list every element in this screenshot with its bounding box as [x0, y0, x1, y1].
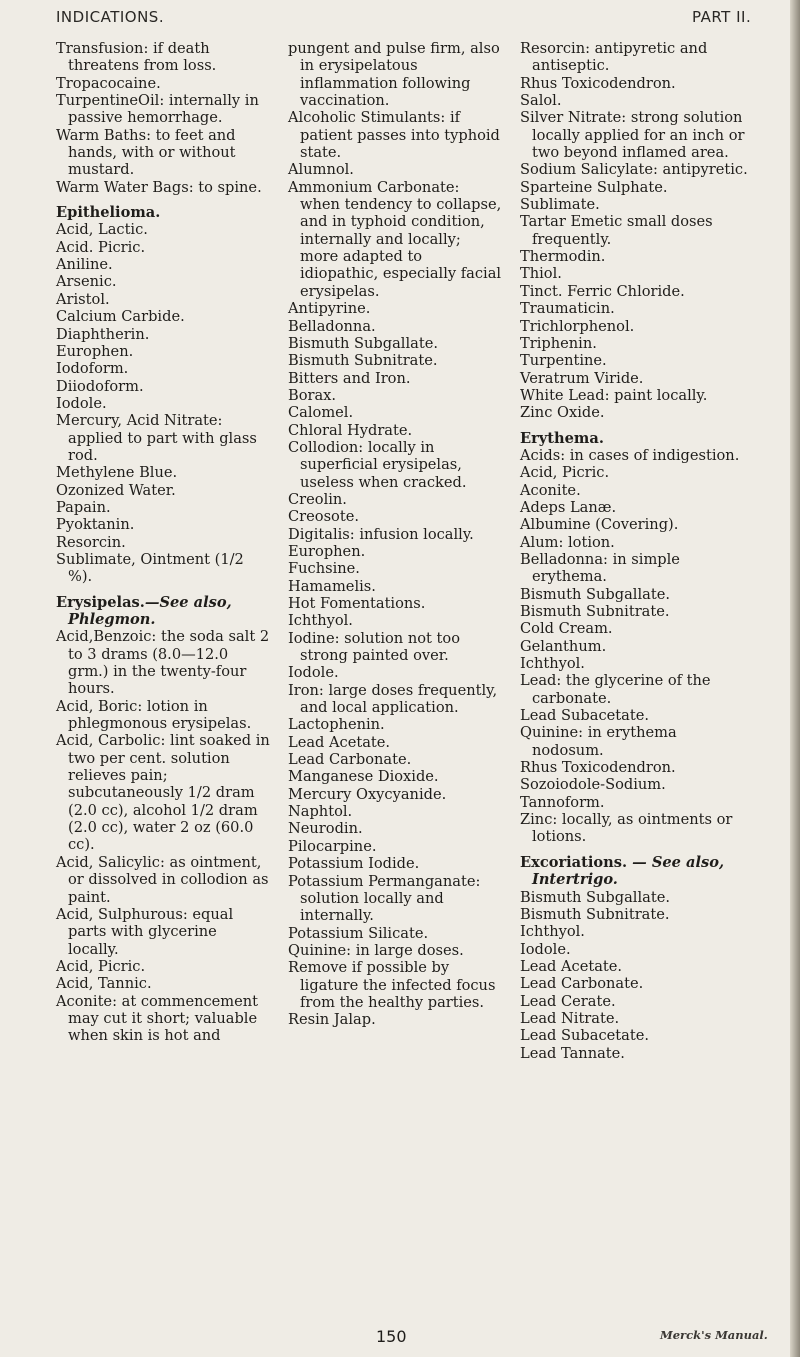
- remedy-entry: Manganese Dioxide.: [288, 768, 439, 786]
- remedy-entry: White Lead: paint locally.: [520, 386, 708, 404]
- remedy-entry: Ichthyol.: [520, 923, 585, 941]
- remedy-entry: Lead: the glycerine of the carbonate.: [520, 672, 711, 707]
- remedy-entry: Tartar Emetic small doses frequently.: [520, 213, 713, 248]
- running-header-left: INDICATIONS.: [56, 8, 165, 26]
- remedy-entry: Ammonium Carbonate: when tendency to collapse, and in typhoid condition, internally and locally; more adapted to idiopathic, especially facial erysipelas.: [288, 178, 502, 300]
- remedy-entry: Acid, Carbolic: lint soaked in two per cent. solution relieves pain; subcutaneously 1/2 dram (2.0 cc), alcohol 1/2 dram (2.0 cc), water 2 oz (60.0 cc).: [56, 732, 270, 854]
- remedy-entry: Bismuth Subgallate.: [288, 334, 438, 352]
- remedy-entry: Bismuth Subnitrate.: [520, 603, 670, 620]
- remedy-entry: Calcium Carbide.: [56, 308, 185, 326]
- remedy-entry: Lead Cerate.: [520, 992, 616, 1010]
- remedy-entry: Alumnol.: [288, 161, 354, 179]
- remedy-entry: Sodium Salicylate: antipyretic.: [520, 161, 748, 179]
- remedy-entry: Cold Cream.: [520, 620, 613, 638]
- text-column-2: [288, 40, 502, 1029]
- remedy-entry: Zinc: locally, as ointments or lotions.: [520, 811, 733, 846]
- remedy-entry: pungent and pulse firm, also in erysipelatous inflammation following vaccination.: [288, 40, 500, 110]
- remedy-entry: Pyoktanin.: [56, 516, 135, 534]
- remedy-entry: Rhus Toxicodendron.: [520, 759, 676, 777]
- remedy-entry: Mercury Oxycyanide.: [288, 785, 447, 803]
- remedy-entry: Acids: in cases of indigestion.: [520, 446, 740, 464]
- remedy-entry: Lead Carbonate.: [520, 975, 644, 993]
- heading-title: Erythema.: [520, 429, 604, 447]
- remedy-entry: Ozonized Water.: [56, 481, 176, 499]
- manual-imprint: Merck's Manual.: [660, 1328, 768, 1342]
- text-column-3: [520, 40, 752, 1062]
- remedy-entry: Transfusion: if death threatens from loss.: [56, 40, 217, 75]
- remedy-entry: Diaphtherin.: [56, 325, 150, 343]
- text-column-1: [56, 40, 270, 1045]
- remedy-entry: Fuchsine.: [288, 560, 360, 578]
- remedy-entry: Resorcin.: [56, 533, 126, 551]
- remedy-entry: Lead Tannate.: [520, 1044, 625, 1062]
- remedy-entry: Arsenic.: [56, 273, 117, 291]
- remedy-entry: Bismuth Subgallate.: [520, 888, 670, 906]
- page-edge-shadow: [790, 0, 800, 1357]
- remedy-entry: Acid, Tannic.: [56, 975, 152, 993]
- remedy-entry: Bismuth Subgallate.: [520, 585, 670, 603]
- remedy-entry: Aniline.: [56, 256, 113, 274]
- remedy-entry: Acid, Picric.: [56, 957, 146, 975]
- remedy-entry: Traumaticin.: [520, 300, 615, 318]
- remedy-entry: Chloral Hydrate.: [288, 421, 413, 439]
- remedy-entry: Hot Fomentations.: [288, 595, 426, 612]
- remedy-entry: Alum: lotion.: [520, 533, 615, 551]
- remedy-entry: Quinine: in large doses.: [288, 941, 464, 959]
- remedy-entry: Albumine (Covering).: [520, 516, 679, 534]
- remedy-entry: Rhus Toxicodendron.: [520, 74, 676, 92]
- remedy-entry: Potassium Silicate.: [288, 924, 429, 942]
- remedy-entry: Acid, Sulphurous: equal parts with glycerine locally.: [56, 905, 234, 958]
- remedy-entry: Europhen.: [56, 342, 134, 360]
- section-heading: [520, 854, 752, 889]
- remedy-entry: Sublimate, Ointment (1/2 %).: [56, 550, 244, 586]
- remedy-entry: Sozoiodole-Sodium.: [520, 776, 666, 794]
- remedy-entry: Potassium Permanganate: solution locally and internally.: [288, 872, 481, 925]
- remedy-entry: Alcoholic Stimulants: if patient passes into typhoid state.: [288, 109, 500, 162]
- remedy-entry: Veratrum Viride.: [520, 369, 644, 387]
- remedy-entry: Acid,Benzoic: the soda salt 2 to 3 drams (8.0—12.0 grm.) in the twenty-four hours.: [56, 628, 270, 698]
- remedy-entry: Lead Acetate.: [288, 733, 391, 751]
- remedy-entry: Trichlorphenol.: [520, 317, 635, 335]
- heading-title: Epithelioma.: [56, 204, 161, 222]
- page-number: 150: [376, 1327, 407, 1346]
- remedy-entry: Aristol.: [56, 290, 110, 308]
- remedy-entry: Creosote.: [288, 508, 359, 526]
- remedy-entry: Iodole.: [288, 664, 339, 682]
- remedy-entry: Digitalis: infusion locally.: [288, 525, 474, 543]
- remedy-entry: Tinct. Ferric Chloride.: [520, 282, 685, 300]
- see-also-reference: —See also, Phlegmon.: [68, 593, 232, 628]
- remedy-entry: Borax.: [288, 386, 337, 404]
- heading-title: Erysipelas.: [56, 593, 145, 611]
- remedy-entry: Potassium Iodide.: [288, 855, 420, 873]
- remedy-entry: Bismuth Subnitrate.: [520, 905, 670, 923]
- remedy-entry: Iodoform.: [56, 360, 129, 378]
- heading-title: Excoriations.: [520, 853, 628, 871]
- remedy-entry: Triphenin.: [520, 334, 597, 352]
- remedy-entry: Ichthyol.: [520, 655, 585, 673]
- remedy-entry: Calomel.: [288, 404, 354, 422]
- remedy-entry: Neurodin.: [288, 820, 363, 838]
- remedy-entry: Sparteine Sulphate.: [520, 178, 668, 196]
- remedy-entry: Lead Subacetate.: [520, 1027, 649, 1045]
- remedy-entry: Warm Baths: to feet and hands, with or without mustard.: [56, 126, 236, 179]
- remedy-entry: Thermodin.: [520, 248, 606, 266]
- remedy-entry: Europhen.: [288, 542, 366, 560]
- remedy-entry: Tannoform.: [520, 793, 605, 811]
- remedy-entry: Acid, Lactic.: [56, 221, 148, 239]
- section-heading: [56, 594, 270, 629]
- remedy-entry: Lactophenin.: [288, 716, 385, 734]
- remedy-entry: Thiol.: [520, 265, 562, 283]
- remedy-entry: Warm Water Bags: to spine.: [56, 178, 262, 196]
- remedy-entry: Methylene Blue.: [56, 464, 178, 482]
- remedy-entry: Iodole.: [56, 394, 107, 412]
- remedy-entry: Acid. Picric.: [56, 238, 146, 256]
- remedy-entry: Hamamelis.: [288, 577, 376, 595]
- remedy-entry: Papain.: [56, 498, 111, 516]
- remedy-entry: Resin Jalap.: [288, 1011, 376, 1029]
- section-heading: [56, 204, 270, 221]
- remedy-entry: Antipyrine.: [288, 300, 371, 318]
- remedy-entry: Mercury, Acid Nitrate: applied to part with glass rod.: [56, 412, 257, 464]
- remedy-entry: Diiodoform.: [56, 377, 144, 395]
- running-header-right: PART II.: [692, 8, 752, 26]
- section-heading: [520, 430, 752, 447]
- remedy-entry: Quinine: in erythema nodosum.: [520, 724, 677, 759]
- remedy-entry: Collodion: locally in superficial erysipelas, useless when cracked.: [288, 438, 467, 491]
- remedy-entry: Tropacocaine.: [56, 74, 161, 92]
- see-also-reference: — See also, Intertrigo.: [532, 853, 725, 889]
- remedy-entry: Acid, Salicylic: as ointment, or dissolved in collodion as paint.: [56, 853, 269, 906]
- remedy-entry: TurpentineOil: internally in passive hemorrhage.: [56, 92, 259, 127]
- remedy-entry: Iodole.: [520, 940, 571, 958]
- remedy-entry: Adeps Lanæ.: [520, 498, 617, 516]
- remedy-entry: Resorcin: antipyretic and antiseptic.: [520, 40, 708, 75]
- remedy-entry: Remove if possible by ligature the infected focus from the healthy parties.: [288, 959, 496, 1011]
- remedy-entry: Lead Nitrate.: [520, 1009, 620, 1027]
- remedy-entry: Naphtol.: [288, 803, 353, 821]
- remedy-entry: Bitters and Iron.: [288, 369, 411, 387]
- remedy-entry: Salol.: [520, 92, 562, 110]
- remedy-entry: Belladonna.: [288, 317, 376, 335]
- remedy-entry: Sublimate.: [520, 196, 600, 214]
- remedy-entry: Acid, Picric.: [520, 464, 610, 482]
- remedy-entry: Silver Nitrate: strong solution locally applied for an inch or two beyond inflamed area.: [520, 109, 745, 162]
- remedy-entry: Pilocarpine.: [288, 837, 377, 855]
- remedy-entry: Ichthyol.: [288, 612, 353, 630]
- remedy-entry: Aconite.: [520, 481, 581, 499]
- remedy-entry: Creolin.: [288, 490, 347, 508]
- remedy-entry: Iron: large doses frequently, and local application.: [288, 681, 498, 717]
- remedy-entry: Bismuth Subnitrate.: [288, 352, 438, 370]
- remedy-entry: Zinc Oxide.: [520, 404, 605, 422]
- remedy-entry: Aconite: at commencement may cut it short; valuable when skin is hot and: [56, 992, 259, 1045]
- remedy-entry: Iodine: solution not too strong painted over.: [288, 629, 460, 665]
- remedy-entry: Acid, Boric: lotion in phlegmonous erysipelas.: [56, 697, 252, 733]
- remedy-entry: Lead Carbonate.: [288, 751, 412, 769]
- remedy-entry: Lead Acetate.: [520, 957, 623, 975]
- remedy-entry: Gelanthum.: [520, 637, 607, 655]
- remedy-entry: Turpentine.: [520, 352, 607, 370]
- remedy-entry: Lead Subacetate.: [520, 707, 649, 725]
- remedy-entry: Belladonna: in simple erythema.: [520, 550, 680, 586]
